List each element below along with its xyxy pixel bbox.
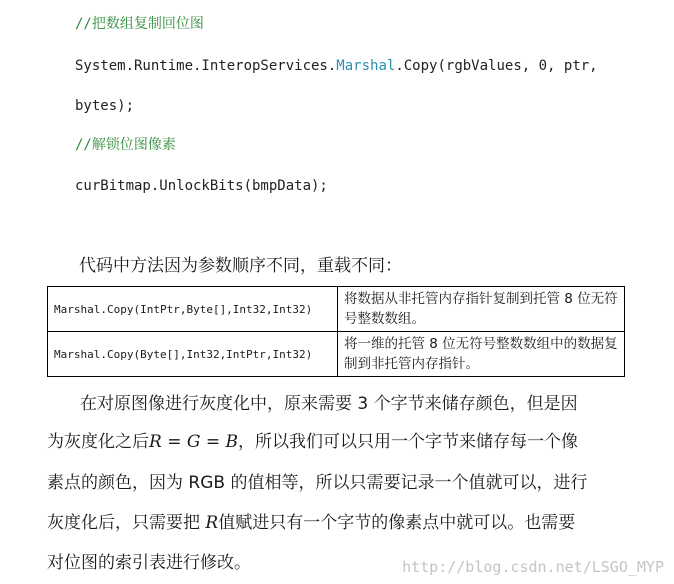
paragraph-text: 为灰度化之后: [47, 432, 149, 452]
table-row: [48, 332, 625, 377]
code-copy-args: .Copy(rgbValues, 0, ptr,: [395, 58, 598, 74]
code-unlock-call: curBitmap.UnlockBits(bmpData);: [75, 178, 328, 194]
code-comment-copy-back: //把数组复制回位图: [75, 16, 204, 32]
math-equals: =: [161, 432, 187, 452]
blog-watermark: http://blog.csdn.net/LSGO_MYP: [402, 558, 664, 576]
overload-signature: Marshal.Copy(IntPtr,Byte[],Int32,Int32): [48, 287, 338, 332]
paragraph-line-5: 对位图的索引表进行修改。: [47, 553, 251, 573]
math-g: G: [186, 432, 201, 452]
paragraph-line-3: 素点的颜色，因为 RGB 的值相等，所以只需要记录一个值就可以，进行: [47, 473, 588, 493]
code-comment-unlock: //解锁位图像素: [75, 137, 176, 153]
overload-signature: Marshal.Copy(Byte[],Int32,IntPtr,Int32): [48, 332, 338, 377]
code-namespace: System.Runtime.InteropServices.: [75, 58, 337, 74]
paragraph-text: 灰度化后，只需要把: [47, 513, 206, 533]
math-equals: =: [200, 432, 226, 452]
math-r: R: [205, 513, 219, 533]
overload-intro: 代码中方法因为参数顺序不同，重载不同：: [79, 256, 402, 276]
overload-description: 将数据从非托管内存指针复制到托管 8 位无符号整数数组。: [338, 287, 625, 332]
paragraph-text: ，所以我们可以只用一个字节来储存每一个像: [238, 432, 579, 452]
table-row: [48, 287, 625, 332]
code-copy-continuation: bytes);: [75, 98, 135, 114]
paragraph-line-4: [47, 511, 575, 535]
paragraph-line-1: 在对原图像进行灰度化中，原来需要 3 个字节来储存颜色，但是因: [80, 394, 578, 414]
code-marshal-copy-call: [75, 56, 598, 76]
math-b: B: [225, 432, 239, 452]
overload-table: [47, 286, 625, 377]
code-type-marshal: Marshal: [336, 58, 396, 74]
math-r: R: [149, 432, 162, 452]
paragraph-text: 值赋进只有一个字节的像素点中就可以。也需要: [218, 513, 576, 533]
overload-description: 将一维的托管 8 位无符号整数数组中的数据复制到非托管内存指针。: [338, 332, 625, 377]
paragraph-line-2: [47, 430, 578, 454]
